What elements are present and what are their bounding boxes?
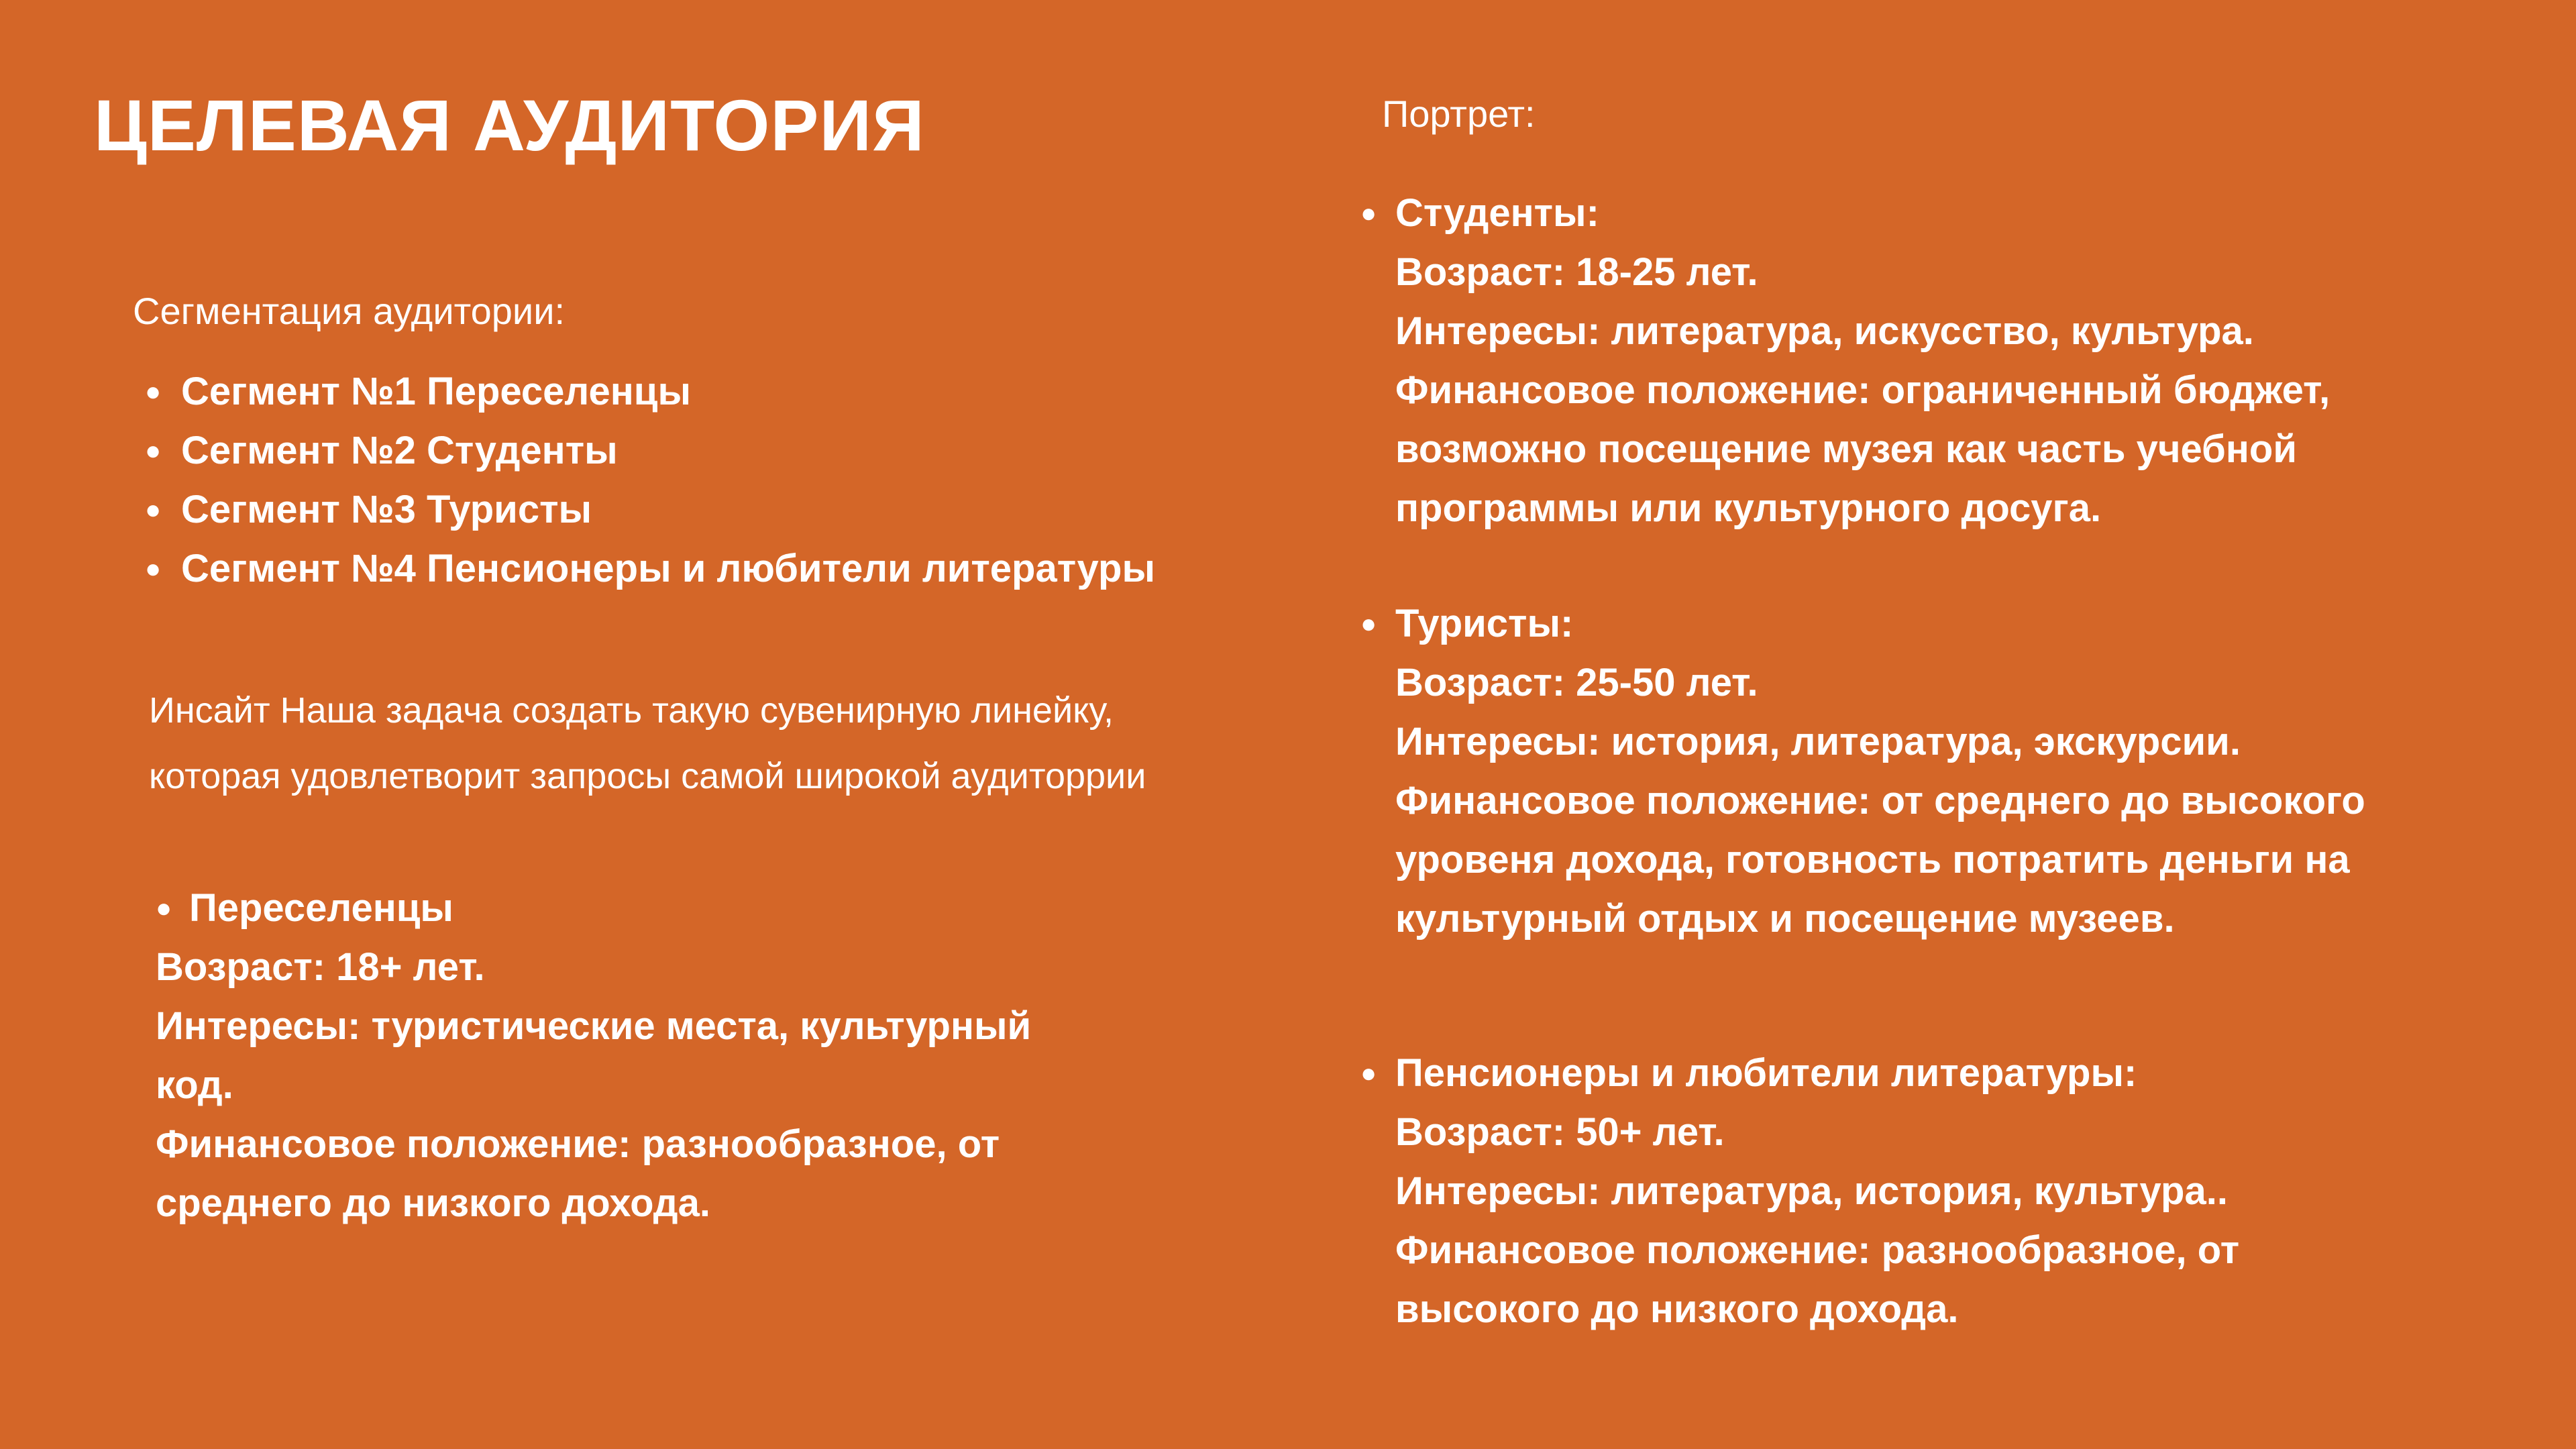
students-block — [1360, 184, 2330, 538]
tourists-line: уровеня дохода, готовность потратить деньги на — [1395, 838, 2350, 881]
students-heading-text: Студенты: — [1395, 191, 1599, 235]
list-item — [145, 362, 1155, 421]
tourists-line: культурный отдых и посещение музеев. — [1395, 897, 2175, 941]
migrants-line: среднего до низкого дохода. — [156, 1181, 710, 1225]
seniors-heading-text: Пенсионеры и любители литературы: — [1395, 1051, 2137, 1095]
students-line: программы или культурного досуга. — [1395, 486, 2102, 530]
bullet-icon: ● — [1360, 1059, 1377, 1088]
bullet-icon: ● — [145, 377, 162, 407]
insight-line: которая удовлетворит запросы самой широкой аудиторрии — [149, 756, 1146, 796]
list-item — [145, 480, 1155, 539]
segment-2-label: Сегмент №2 Студенты — [181, 429, 618, 472]
bullet-icon: ● — [1360, 609, 1377, 639]
seniors-line: Возраст: 50+ лет. — [1395, 1110, 1725, 1154]
tourists-line: Возраст: 25-50 лет. — [1395, 661, 1758, 704]
page-title: ЦЕЛЕВАЯ АУДИТОРИЯ — [94, 85, 925, 166]
students-line: Финансовое положение: ограниченный бюджет, — [1395, 368, 2330, 412]
seniors-heading — [1360, 1044, 2239, 1103]
tourists-line: Финансовое положение: от среднего до высокого — [1395, 779, 2365, 822]
tourists-heading — [1360, 594, 2365, 653]
portrait-label: Портрет: — [1382, 93, 1536, 135]
tourists-heading-text: Туристы: — [1395, 602, 1574, 645]
seniors-block — [1360, 1044, 2240, 1339]
tourists-block — [1360, 594, 2365, 949]
bullet-icon: ● — [145, 554, 162, 584]
migrants-line: Финансовое положение: разнообразное, от — [156, 1122, 1000, 1166]
migrants-line: Интересы: туристические места, культурный — [156, 1004, 1032, 1048]
students-line: Интересы: литература, искусство, культура. — [1395, 309, 2254, 353]
migrants-heading-text: Переселенцы — [189, 886, 453, 930]
seniors-line: высокого до низкого дохода. — [1395, 1287, 1959, 1331]
segment-list — [145, 362, 1155, 598]
segment-4-label: Сегмент №4 Пенсионеры и любители литературы — [181, 547, 1156, 590]
migrants-line: Возраст: 18+ лет. — [156, 945, 485, 989]
segment-3-label: Сегмент №3 Туристы — [181, 488, 592, 531]
migrants-heading — [156, 879, 1031, 938]
students-line: возможно посещение музея как часть учебной — [1395, 427, 2297, 471]
seniors-line: Интересы: литература, история, культура.. — [1395, 1169, 2228, 1213]
segment-1-label: Сегмент №1 Переселенцы — [181, 370, 691, 413]
students-line: Возраст: 18-25 лет. — [1395, 250, 1758, 294]
bullet-icon: ● — [145, 495, 162, 525]
migrants-line: код. — [156, 1063, 233, 1107]
list-item — [145, 539, 1155, 598]
tourists-line: Интересы: история, литература, экскурсии. — [1395, 720, 2241, 763]
bullet-icon: ● — [156, 894, 172, 923]
list-item — [145, 421, 1155, 480]
segmentation-label: Сегментация аудитории: — [133, 290, 566, 332]
insight-line: Инсайт Наша задача создать такую сувенирную линейку, — [149, 690, 1114, 731]
bullet-icon: ● — [145, 436, 162, 466]
bullet-icon: ● — [1360, 199, 1377, 228]
seniors-line: Финансовое положение: разнообразное, от — [1395, 1228, 2240, 1272]
migrants-block — [156, 879, 1031, 1233]
insight-text — [149, 678, 1146, 809]
students-heading — [1360, 184, 2330, 243]
